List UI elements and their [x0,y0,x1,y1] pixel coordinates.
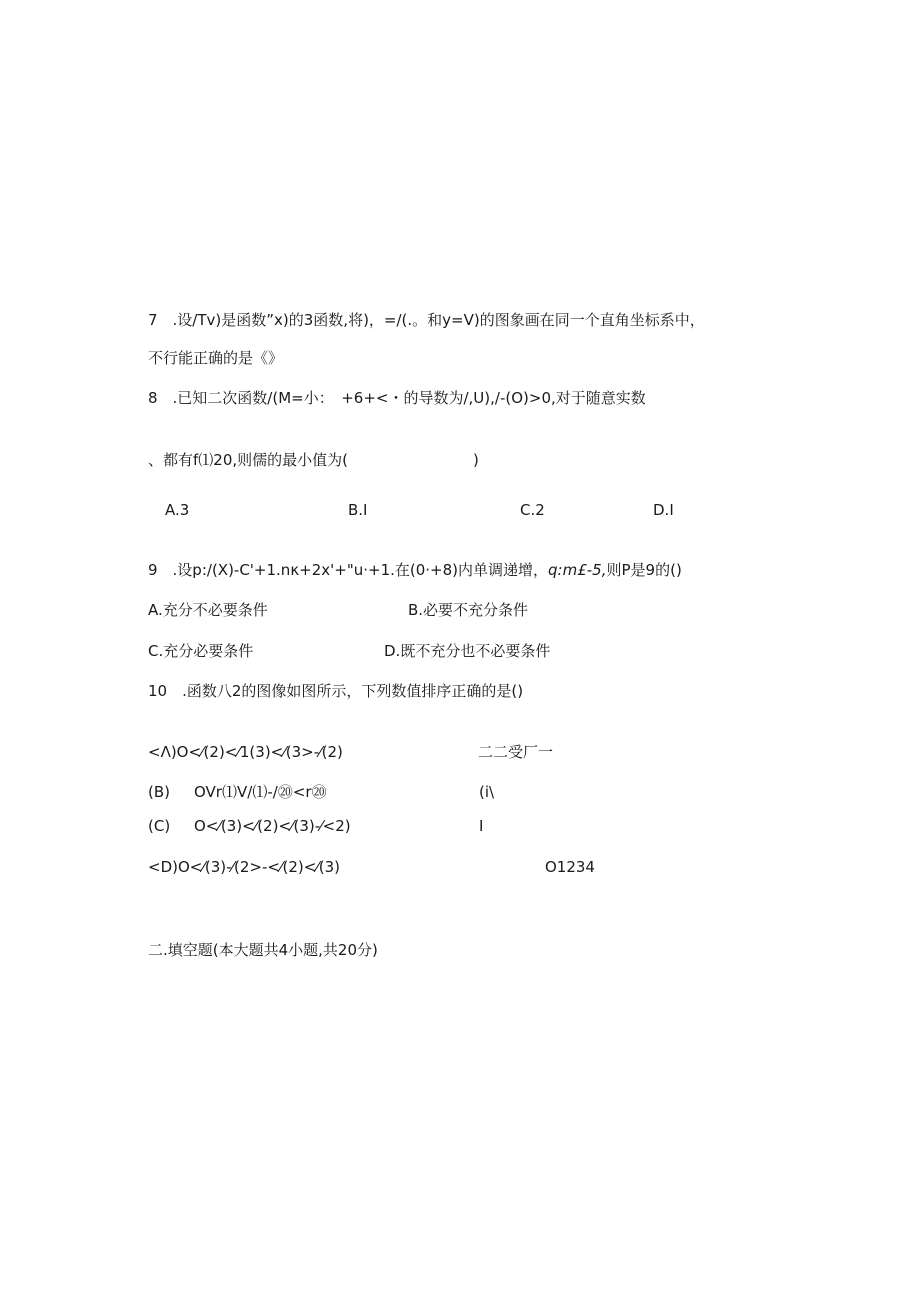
q10-figure-label-1: 二二受厂一 [478,743,554,761]
q10-option-b-label: (B) [148,783,170,801]
q9-option-a: A.充分不必要条件 [148,601,268,619]
q8-line2-close: ) [473,451,479,469]
q10-stem: 10 .函数八2的图像如图所示，下列数值排序正确的是() [148,682,524,700]
q10-option-b-part5: -/ [267,783,278,801]
q10-option-d: <D)O<⁄(3)-⁄(2>-<⁄(2)<⁄(3) [148,858,341,876]
q10-option-a: <Λ)O<⁄(2)<⁄1(3)<⁄(3>-⁄(2) [148,743,343,761]
q9-line1-q: q:m£-5, [548,561,607,579]
q8-option-b: B.I [348,501,368,519]
q9-option-d: D.既不充分也不必要条件 [384,642,551,660]
q8-option-c: C.2 [520,501,545,519]
q8-line2-mid: 20,则儒的最小值为( [213,451,349,469]
section-2-heading: 二.填空题(本大题共4小题,共20分) [148,941,378,959]
q7-line1: 7 .设/Tv)是函数”x)的3函数,将)，=/(.。和y=V)的图象画在同一个直角坐标系中， [148,311,705,329]
q10-figure-label-2: (i\ [479,783,495,801]
q9-option-b: B.必要不充分条件 [408,601,529,619]
q10-option-c: O<⁄(3)<⁄(2)<⁄(3)-⁄<2) [194,817,351,835]
q9-option-c: C.充分必要条件 [148,642,254,660]
q9-line1-a: 9 .设p:/(X)-C'+1.nκ+2x'+"u·+1.在(0·+8)内单调递增， [148,561,549,579]
q10-option-b-part3: V/ [237,783,253,801]
q10-option-b-part1: OVr [194,783,222,801]
q8-circled-3: ⑴ [198,451,214,469]
q8-option-a: A.3 [165,501,190,519]
q10-option-b-part7: <r [292,783,312,801]
q10-option-b [194,782,327,802]
q9-line1 [148,560,682,580]
q10-figure-label-3: I [479,817,484,835]
q9-line1-c: 则P是9的() [606,561,682,579]
q10-option-b-part2: ⑴ [221,783,237,801]
q10-option-b-part6: ⑳ [277,783,293,801]
q7-line2: 不行能正确的是《》 [148,349,284,367]
q8-option-d: D.I [653,501,674,519]
q10-option-c-label: (C) [148,817,171,835]
q10-option-b-part4: ⑴ [252,783,268,801]
q8-line2-prefix: 、都有f [148,451,199,469]
q8-line1: 8 .已知二次函数/(M=小： +6+<・的导数为/,U),/-(O)>0,对于随意实数 [148,389,646,407]
q8-line2 [148,450,479,470]
q10-figure-axis-ticks: O1234 [545,858,595,876]
q10-option-b-part8: ⑳ [311,783,327,801]
